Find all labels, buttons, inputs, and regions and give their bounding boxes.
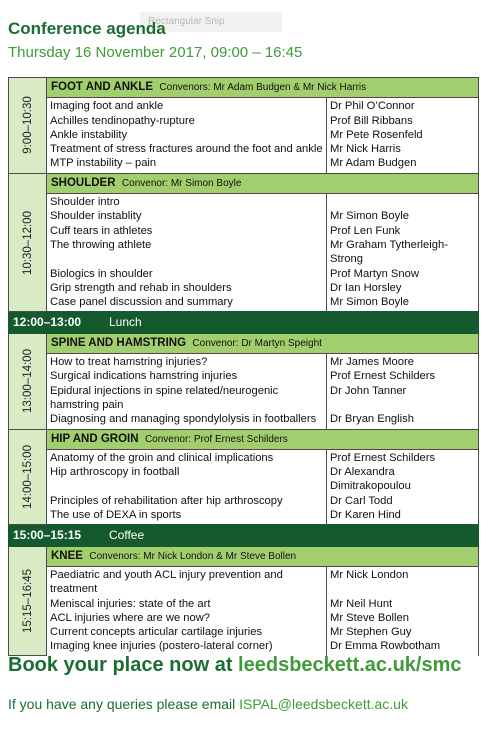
section-name: SPINE AND HAMSTRING — [51, 336, 187, 349]
talk-speaker: Prof Ernest Schilders — [327, 449, 479, 465]
talk-row — [9, 494, 479, 508]
break-cell — [9, 312, 479, 333]
talk-speaker: Mr Steve Bollen — [327, 611, 479, 625]
break-row — [9, 312, 479, 333]
talk-row — [9, 449, 479, 465]
break-label: Coffee — [109, 528, 145, 543]
section-header-row — [9, 78, 479, 98]
talk-title: Cuff tears in athletes — [47, 224, 327, 238]
talk-speaker: Mr Graham Tytherleigh-Strong — [327, 238, 479, 267]
talk-speaker: Mr James Moore — [327, 354, 479, 370]
talk-title: Anatomy of the groin and clinical implications — [47, 449, 327, 465]
talk-speaker: Dr Karen Hind — [327, 508, 479, 525]
section-time-cell — [9, 546, 47, 656]
talk-title: Biologics in shoulder — [47, 267, 327, 281]
talk-speaker: Mr Stephen Guy — [327, 625, 479, 639]
talk-row — [9, 267, 479, 281]
break-cell — [9, 525, 479, 546]
section-name: KNEE — [51, 549, 83, 562]
talk-speaker: Dr Bryan English — [327, 412, 479, 429]
page-title: Conference agenda — [8, 19, 166, 38]
talk-title: Shoulder intro — [47, 194, 327, 210]
talk-row — [9, 384, 479, 413]
talk-speaker: Prof Martyn Snow — [327, 267, 479, 281]
section-time-label: 13:00–14:00 — [21, 349, 34, 414]
break-row — [9, 525, 479, 546]
talk-title: Epidural injections in spine related/neurogenic hamstring pain — [47, 384, 327, 413]
section-header — [47, 333, 479, 353]
section-time-cell — [9, 173, 47, 312]
talk-row — [9, 412, 479, 429]
booking-line — [8, 654, 462, 677]
talk-title: Treatment of stress fractures around the foot and ankle — [47, 142, 327, 156]
section-convenors: Convenor: Prof Ernest Schilders — [144, 433, 288, 445]
talk-title: The use of DEXA in sports — [47, 508, 327, 525]
section-time-label: 15:15–16:45 — [21, 568, 34, 633]
talk-speaker: Dr Carl Todd — [327, 494, 479, 508]
section-name: FOOT AND ANKLE — [51, 81, 154, 93]
section-time-cell — [9, 333, 47, 429]
talk-speaker: Dr Phil O’Connor — [327, 98, 479, 114]
talk-row — [9, 156, 479, 173]
talk-row — [9, 508, 479, 525]
talk-row — [9, 209, 479, 223]
talk-row — [9, 114, 479, 128]
talk-speaker: Mr Adam Budgen — [327, 156, 479, 173]
talk-speaker: Prof Len Funk — [327, 224, 479, 238]
talk-title: Shoulder instablity — [47, 209, 327, 223]
talk-title: How to treat hamstring injuries? — [47, 354, 327, 370]
talk-speaker: Mr Simon Boyle — [327, 295, 479, 312]
talk-row — [9, 142, 479, 156]
talk-row — [9, 369, 479, 383]
section-header-row — [9, 429, 479, 449]
section-time-label: 9:00–10:30 — [21, 96, 34, 155]
talk-title: Paediatric and youth ACL injury prevention and treatment — [47, 566, 327, 596]
talk-row — [9, 238, 479, 267]
talk-speaker: Mr Nick Harris — [327, 142, 479, 156]
break-time: 15:00–15:15 — [13, 528, 82, 543]
talk-title: Grip strength and rehab in shoulders — [47, 281, 327, 295]
section-header — [47, 429, 479, 449]
break-label: Lunch — [109, 315, 142, 330]
talk-title: Meniscal injuries: state of the art — [47, 597, 327, 611]
section-time-cell — [9, 429, 47, 525]
talk-row — [9, 281, 479, 295]
talk-title: Surgical indications hamstring injuries — [47, 369, 327, 383]
section-convenors: Convenor: Dr Martyn Speight — [192, 337, 322, 349]
talk-speaker: Prof Bill Ribbans — [327, 114, 479, 128]
talk-row — [9, 597, 479, 611]
section-header — [47, 546, 479, 566]
section-time-label: 10:30–12:00 — [21, 210, 34, 275]
talk-speaker: Dr John Tanner — [327, 384, 479, 413]
section-time-label: 14:00–15:00 — [21, 444, 34, 509]
talk-speaker: Dr Emma Rowbotham — [327, 639, 479, 655]
talk-speaker: Mr Simon Boyle — [327, 209, 479, 223]
break-time: 12:00–13:00 — [13, 315, 82, 330]
section-convenors: Convenors: Mr Adam Budgen & Mr Nick Harris — [159, 82, 367, 93]
talk-title: Diagnosing and managing spondylolysis in footballers — [47, 412, 327, 429]
talk-row — [9, 295, 479, 312]
talk-title: Case panel discussion and summary — [47, 295, 327, 312]
talk-title: Principles of rehabilitation after hip arthroscopy — [47, 494, 327, 508]
section-header-row — [9, 333, 479, 353]
rectangular-snip-overlay: Rectangular Snip — [140, 12, 282, 32]
section-header — [47, 78, 479, 98]
talk-title: Imaging foot and ankle — [47, 98, 327, 114]
section-time-cell — [9, 78, 47, 174]
booking-prefix: Book your place now at — [8, 654, 239, 676]
queries-email-link[interactable]: ISPAL@leedsbeckett.ac.uk — [239, 696, 408, 712]
talk-row — [9, 465, 479, 494]
section-name: HIP AND GROIN — [51, 432, 139, 445]
section-header-row — [9, 546, 479, 566]
queries-prefix: If you have any queries please email — [8, 696, 240, 712]
talk-title: Achilles tendinopathy-rupture — [47, 114, 327, 128]
talk-speaker: Prof Ernest Schilders — [327, 369, 479, 383]
queries-line — [8, 696, 408, 712]
talk-speaker: Mr Pete Rosenfeld — [327, 128, 479, 142]
talk-speaker: Mr Neil Hunt — [327, 597, 479, 611]
talk-title: The throwing athlete — [47, 238, 327, 267]
talk-row — [9, 566, 479, 596]
date-line: Thursday 16 November 2017, 09:00 – 16:45 — [8, 44, 303, 61]
talk-title: Imaging knee injuries (postero-lateral corner) — [47, 639, 327, 655]
talk-title: Ankle instability — [47, 128, 327, 142]
talk-row — [9, 194, 479, 210]
talk-title: Hip arthroscopy in football — [47, 465, 327, 494]
talk-title: MTP instability – pain — [47, 156, 327, 173]
talk-speaker: Mr Nick London — [327, 566, 479, 596]
talk-speaker: Dr Alexandra Dimitrakopoulou — [327, 465, 479, 494]
talk-speaker: Dr Ian Horsley — [327, 281, 479, 295]
talk-speaker — [327, 194, 479, 210]
talk-row — [9, 224, 479, 238]
talk-row — [9, 128, 479, 142]
talk-row — [9, 354, 479, 370]
talk-title: ACL injuries where are we now? — [47, 611, 327, 625]
section-name: SHOULDER — [51, 176, 116, 189]
talk-row — [9, 611, 479, 625]
agenda-table — [8, 77, 479, 656]
section-convenors: Convenors: Mr Nick London & Mr Steve Bollen — [89, 550, 297, 562]
section-header-row — [9, 173, 479, 193]
booking-link[interactable]: leedsbeckett.ac.uk/smc — [238, 654, 462, 676]
talk-row — [9, 625, 479, 639]
talk-row — [9, 98, 479, 114]
section-header — [47, 173, 479, 193]
section-convenors: Convenor: Mr Simon Boyle — [121, 177, 242, 189]
talk-title: Current concepts articular cartilage injuries — [47, 625, 327, 639]
